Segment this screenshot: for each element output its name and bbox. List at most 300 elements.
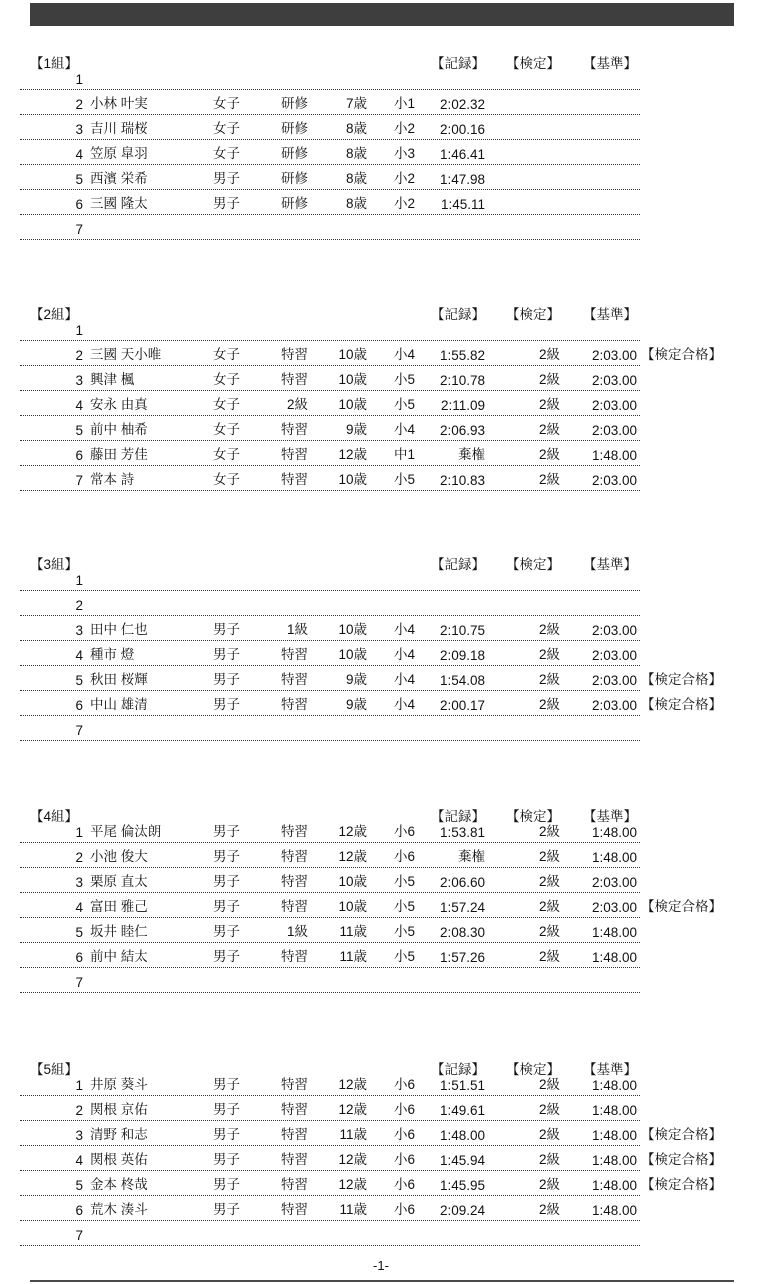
lane-row — [0, 416, 762, 441]
school-grade: 小2 — [393, 171, 415, 186]
age: 12歳 — [338, 1077, 367, 1092]
age: 12歳 — [338, 849, 367, 864]
record-time: 1:45.11 — [440, 197, 485, 212]
standard-column-header: 【基準】 — [583, 557, 637, 572]
gender: 男子 — [213, 899, 240, 914]
heat-group — [0, 1058, 762, 1260]
swimmer-name: 田中 仁也 — [90, 622, 148, 637]
lane-row — [0, 666, 762, 691]
certification-level: 2級 — [538, 647, 560, 662]
age: 10歳 — [338, 874, 367, 889]
event-title-bar — [30, 3, 734, 45]
school-grade: 小5 — [393, 924, 415, 939]
lane-number: 2 — [75, 1103, 83, 1118]
lane-row — [0, 1146, 762, 1171]
lane-number: 4 — [75, 648, 83, 663]
standard-time: 1:48.00 — [591, 925, 637, 940]
school-grade: 小6 — [393, 1152, 415, 1167]
lane-row — [0, 1121, 762, 1146]
lane-row — [0, 215, 762, 240]
lane-row — [0, 918, 762, 943]
school-grade: 小6 — [393, 1127, 415, 1142]
certification-level: 2級 — [538, 447, 560, 462]
record-time: 2:00.16 — [439, 122, 485, 137]
gender: 男子 — [213, 196, 240, 211]
certification-level: 2級 — [538, 1202, 560, 1217]
standard-time: 1:48.00 — [591, 448, 637, 463]
certification-level: 2級 — [538, 697, 560, 712]
lane-number: 1 — [75, 323, 83, 338]
group-label: 【1組】 — [30, 56, 79, 71]
class-level: 特習 — [281, 647, 308, 662]
swimmer-name: 前中 結太 — [90, 949, 148, 964]
school-grade: 小5 — [393, 899, 415, 914]
lane-row — [0, 843, 762, 868]
certification-level: 2級 — [538, 899, 560, 914]
record-time: 2:06.60 — [439, 875, 485, 890]
record-time: 2:02.32 — [439, 97, 485, 112]
swimmer-name: 小池 俊大 — [90, 849, 148, 864]
school-grade: 小6 — [393, 824, 415, 839]
standard-column-header: 【基準】 — [583, 307, 637, 322]
lane-number: 6 — [75, 197, 83, 212]
standard-time: 1:48.00 — [591, 1203, 637, 1218]
class-level: 研修 — [281, 121, 308, 136]
lane-rows — [0, 65, 762, 240]
certification-pass-label: 【検定合格】 — [641, 697, 722, 712]
record-time: 1:51.51 — [439, 1078, 485, 1093]
record-time: 棄権 — [458, 447, 485, 462]
heat-group — [0, 52, 762, 254]
lane-number: 1 — [75, 825, 83, 840]
certification-level: 2級 — [538, 924, 560, 939]
age: 10歳 — [338, 372, 367, 387]
record-time: 1:45.94 — [439, 1153, 485, 1168]
class-level: 特習 — [281, 899, 308, 914]
swimmer-name: 種市 燈 — [90, 647, 135, 662]
certification-column-header: 【検定】 — [506, 809, 560, 824]
certification-column-header: 【検定】 — [506, 307, 560, 322]
certification-pass-label: 【検定合格】 — [641, 899, 722, 914]
lane-number: 6 — [75, 950, 83, 965]
lane-rows — [0, 566, 762, 741]
record-time: 1:49.61 — [439, 1103, 485, 1118]
lane-row — [0, 165, 762, 190]
age: 10歳 — [338, 622, 367, 637]
record-column-header: 【記録】 — [431, 307, 485, 322]
swimmer-name: 坂井 睦仁 — [90, 924, 148, 939]
certification-level: 2級 — [538, 422, 560, 437]
lane-row — [0, 591, 762, 616]
class-level: 特習 — [281, 422, 308, 437]
lane-row — [0, 1096, 762, 1121]
certification-pass-label: 【検定合格】 — [641, 672, 722, 687]
lane-number: 3 — [75, 122, 83, 137]
school-grade: 小4 — [393, 622, 415, 637]
gender: 女子 — [213, 372, 240, 387]
school-grade: 中1 — [393, 447, 415, 462]
lane-number: 5 — [75, 1178, 83, 1193]
certification-level: 2級 — [538, 397, 560, 412]
record-time: 1:55.82 — [439, 348, 485, 363]
lane-number: 3 — [75, 875, 83, 890]
class-level: 特習 — [281, 472, 308, 487]
certification-level: 2級 — [538, 874, 560, 889]
gender: 女子 — [213, 422, 240, 437]
swimmer-name: 荒木 湊斗 — [90, 1202, 148, 1217]
age: 10歳 — [338, 647, 367, 662]
swimmer-name: 清野 和志 — [90, 1127, 148, 1142]
lane-row — [0, 868, 762, 893]
certification-level: 2級 — [538, 849, 560, 864]
lane-number: 5 — [75, 925, 83, 940]
swimmer-name: 金本 柊哉 — [90, 1177, 148, 1192]
record-time: 1:53.81 — [439, 825, 485, 840]
class-level: 特習 — [281, 1102, 308, 1117]
group-label: 【5組】 — [30, 1062, 79, 1077]
gender: 男子 — [213, 849, 240, 864]
certification-level: 2級 — [538, 824, 560, 839]
standard-column-header: 【基準】 — [583, 809, 637, 824]
gender: 男子 — [213, 647, 240, 662]
age: 12歳 — [338, 824, 367, 839]
record-time: 1:47.98 — [439, 172, 485, 187]
certification-level: 2級 — [538, 1177, 560, 1192]
swimmer-name: 栗原 直太 — [90, 874, 148, 889]
school-grade: 小6 — [393, 1077, 415, 1092]
standard-time: 2:03.00 — [591, 373, 637, 388]
gender: 男子 — [213, 672, 240, 687]
record-time: 2:10.75 — [439, 623, 485, 638]
swimmer-name: 井原 葵斗 — [90, 1077, 148, 1092]
gender: 男子 — [213, 697, 240, 712]
swimmer-name: 中山 雄清 — [90, 697, 148, 712]
heat-group — [0, 553, 762, 755]
lane-number: 5 — [75, 423, 83, 438]
certification-column-header: 【検定】 — [506, 1062, 560, 1077]
gender: 男子 — [213, 1202, 240, 1217]
lane-row — [0, 1071, 762, 1096]
certification-level: 2級 — [538, 1077, 560, 1092]
lane-row — [0, 140, 762, 165]
age: 11歳 — [339, 949, 367, 964]
certification-level: 2級 — [538, 472, 560, 487]
lane-number: 3 — [75, 1128, 83, 1143]
lane-number: 7 — [75, 1228, 83, 1243]
school-grade: 小6 — [393, 1177, 415, 1192]
swimmer-name: 関根 英佑 — [90, 1152, 148, 1167]
swimmer-name: 興津 楓 — [90, 372, 135, 387]
class-level: 2級 — [286, 397, 308, 412]
class-level: 1級 — [286, 622, 308, 637]
gender: 女子 — [213, 121, 240, 136]
certification-column-header: 【検定】 — [506, 56, 560, 71]
swimmer-name: 吉川 瑞桜 — [90, 121, 148, 136]
lane-rows — [0, 316, 762, 491]
gender: 男子 — [213, 171, 240, 186]
age: 11歳 — [339, 1127, 367, 1142]
school-grade: 小4 — [393, 422, 415, 437]
lane-row — [0, 943, 762, 968]
lane-number: 6 — [75, 698, 83, 713]
standard-column-header: 【基準】 — [583, 56, 637, 71]
class-level: 研修 — [281, 146, 308, 161]
lane-number: 4 — [75, 398, 83, 413]
lane-number: 3 — [75, 623, 83, 638]
record-time: 1:45.95 — [439, 1178, 485, 1193]
gender: 男子 — [213, 1102, 240, 1117]
class-level: 特習 — [281, 874, 308, 889]
gender: 男子 — [213, 924, 240, 939]
gender: 女子 — [213, 347, 240, 362]
certification-pass-label: 【検定合格】 — [641, 347, 722, 362]
lane-number: 7 — [75, 975, 83, 990]
gender: 男子 — [213, 622, 240, 637]
record-time: 2:06.93 — [439, 423, 485, 438]
standard-time: 2:03.00 — [591, 900, 637, 915]
standard-time: 2:03.00 — [591, 673, 637, 688]
certification-pass-label: 【検定合格】 — [641, 1127, 722, 1142]
lane-row — [0, 616, 762, 641]
certification-column-header: 【検定】 — [506, 557, 560, 572]
lane-number: 2 — [75, 97, 83, 112]
certification-level: 2級 — [538, 1152, 560, 1167]
school-grade: 小4 — [393, 697, 415, 712]
record-time: 1:48.00 — [439, 1128, 485, 1143]
class-level: 特習 — [281, 949, 308, 964]
swimmer-name: 西濱 栄希 — [90, 171, 148, 186]
swimmer-name: 平尾 倫汰朗 — [90, 824, 162, 839]
standard-time: 1:48.00 — [591, 1078, 637, 1093]
lane-number: 7 — [75, 222, 83, 237]
record-time: 2:11.09 — [440, 398, 485, 413]
lane-number: 4 — [75, 900, 83, 915]
school-grade: 小3 — [393, 146, 415, 161]
lane-number: 4 — [75, 147, 83, 162]
record-column-header: 【記録】 — [431, 1062, 485, 1077]
class-level: 特習 — [281, 347, 308, 362]
gender: 女子 — [213, 472, 240, 487]
record-column-header: 【記録】 — [431, 809, 485, 824]
lane-row — [0, 566, 762, 591]
age: 10歳 — [338, 899, 367, 914]
lane-row — [0, 1221, 762, 1246]
record-time: 1:57.24 — [439, 900, 485, 915]
class-level: 研修 — [281, 171, 308, 186]
standard-time: 2:03.00 — [591, 398, 637, 413]
age: 9歳 — [345, 422, 367, 437]
lane-number: 1 — [75, 1078, 83, 1093]
lane-number: 5 — [75, 673, 83, 688]
event-title: NO.1 100m個人メドレー — [52, 30, 210, 45]
school-grade: 小5 — [393, 949, 415, 964]
record-time: 2:10.78 — [439, 373, 485, 388]
age: 12歳 — [338, 1152, 367, 1167]
certification-level: 2級 — [538, 372, 560, 387]
gender: 男子 — [213, 1077, 240, 1092]
class-level: 研修 — [281, 96, 308, 111]
record-time: 棄権 — [458, 849, 485, 864]
standard-column-header: 【基準】 — [583, 1062, 637, 1077]
gender: 男子 — [213, 949, 240, 964]
lane-number: 6 — [75, 448, 83, 463]
age: 10歳 — [338, 472, 367, 487]
gender: 男子 — [213, 1177, 240, 1192]
standard-time: 2:03.00 — [591, 423, 637, 438]
gender: 女子 — [213, 447, 240, 462]
group-label: 【2組】 — [30, 307, 79, 322]
school-grade: 小5 — [393, 372, 415, 387]
class-level: 特習 — [281, 1152, 308, 1167]
class-level: 特習 — [281, 1202, 308, 1217]
group-label: 【3組】 — [30, 557, 79, 572]
lane-number: 7 — [75, 723, 83, 738]
lane-row — [0, 716, 762, 741]
class-level: 研修 — [281, 196, 308, 211]
swimmer-name: 前中 柚希 — [90, 422, 148, 437]
age: 11歳 — [339, 1202, 367, 1217]
school-grade: 小4 — [393, 347, 415, 362]
age: 12歳 — [338, 1177, 367, 1192]
lane-row — [0, 391, 762, 416]
standard-time: 2:03.00 — [591, 648, 637, 663]
lane-row — [0, 968, 762, 993]
class-level: 特習 — [281, 697, 308, 712]
record-time: 1:57.26 — [439, 950, 485, 965]
class-level: 特習 — [281, 1127, 308, 1142]
swimmer-name: 常本 詩 — [90, 472, 135, 487]
standard-time: 2:03.00 — [591, 348, 637, 363]
lane-row — [0, 316, 762, 341]
school-grade: 小4 — [393, 647, 415, 662]
certification-pass-label: 【検定合格】 — [641, 1177, 722, 1192]
swimmer-name: 笠原 皐羽 — [90, 146, 148, 161]
bottom-rule — [30, 1280, 734, 1282]
certification-level: 2級 — [538, 347, 560, 362]
lane-number: 1 — [75, 72, 83, 87]
certification-level: 2級 — [538, 949, 560, 964]
school-grade: 小2 — [393, 121, 415, 136]
gender: 女子 — [213, 146, 240, 161]
school-grade: 小6 — [393, 849, 415, 864]
swimmer-name: 藤田 芳佳 — [90, 447, 148, 462]
age: 12歳 — [338, 1102, 367, 1117]
class-level: 特習 — [281, 447, 308, 462]
school-grade: 小2 — [393, 196, 415, 211]
age: 8歳 — [345, 121, 367, 136]
age: 7歳 — [345, 96, 367, 111]
age: 11歳 — [339, 924, 367, 939]
standard-time: 1:48.00 — [591, 950, 637, 965]
lane-row — [0, 818, 762, 843]
gender: 男子 — [213, 824, 240, 839]
lane-row — [0, 341, 762, 366]
page-number: -1- — [373, 1258, 389, 1273]
standard-time: 2:03.00 — [591, 698, 637, 713]
standard-time: 1:48.00 — [591, 850, 637, 865]
standard-time: 1:48.00 — [591, 1103, 637, 1118]
lane-row — [0, 65, 762, 90]
standard-time: 1:48.00 — [591, 1128, 637, 1143]
age: 8歳 — [345, 171, 367, 186]
lane-number: 4 — [75, 1153, 83, 1168]
standard-time: 2:03.00 — [591, 623, 637, 638]
swimmer-name: 小林 叶実 — [90, 96, 148, 111]
record-time: 1:46.41 — [439, 147, 485, 162]
school-grade: 小1 — [393, 96, 415, 111]
age: 10歳 — [338, 397, 367, 412]
school-grade: 小5 — [393, 472, 415, 487]
heat-group — [0, 303, 762, 505]
group-label: 【4組】 — [30, 809, 79, 824]
record-time: 1:54.08 — [439, 673, 485, 688]
gender: 男子 — [213, 874, 240, 889]
lane-row — [0, 691, 762, 716]
lane-number: 1 — [75, 573, 83, 588]
lane-row — [0, 190, 762, 215]
record-time: 2:10.83 — [439, 473, 485, 488]
class-level: 1級 — [286, 924, 308, 939]
lane-number: 3 — [75, 373, 83, 388]
heat-group — [0, 805, 762, 1007]
lane-number: 2 — [75, 348, 83, 363]
swimmer-name: 関根 京佑 — [90, 1102, 148, 1117]
age: 9歳 — [345, 672, 367, 687]
record-time: 2:00.17 — [439, 698, 485, 713]
standard-time: 2:03.00 — [591, 473, 637, 488]
gender: 女子 — [213, 397, 240, 412]
age: 12歳 — [338, 447, 367, 462]
swimmer-name: 三國 天小唯 — [90, 347, 162, 362]
lane-number: 7 — [75, 473, 83, 488]
certification-level: 2級 — [538, 1127, 560, 1142]
age: 8歳 — [345, 196, 367, 211]
record-time: 2:08.30 — [439, 925, 485, 940]
class-level: 特習 — [281, 1077, 308, 1092]
standard-time: 1:48.00 — [591, 1178, 637, 1193]
age: 9歳 — [345, 697, 367, 712]
lane-row — [0, 366, 762, 391]
class-level: 特習 — [281, 672, 308, 687]
class-level: 特習 — [281, 849, 308, 864]
swimmer-name: 三國 隆太 — [90, 196, 148, 211]
swimmer-name: 富田 雅己 — [90, 899, 148, 914]
lane-row — [0, 441, 762, 466]
lane-row — [0, 1196, 762, 1221]
class-level: 特習 — [281, 1177, 308, 1192]
school-grade: 小6 — [393, 1102, 415, 1117]
standard-time: 1:48.00 — [591, 1153, 637, 1168]
lane-number: 2 — [75, 598, 83, 613]
lane-number: 2 — [75, 850, 83, 865]
record-time: 2:09.24 — [439, 1203, 485, 1218]
gender: 男子 — [213, 1127, 240, 1142]
lane-number: 5 — [75, 172, 83, 187]
lane-row — [0, 466, 762, 491]
standard-time: 2:03.00 — [591, 875, 637, 890]
certification-level: 2級 — [538, 1102, 560, 1117]
class-level: 特習 — [281, 372, 308, 387]
age: 8歳 — [345, 146, 367, 161]
lane-rows — [0, 1071, 762, 1246]
school-grade: 小5 — [393, 397, 415, 412]
age: 10歳 — [338, 347, 367, 362]
record-column-header: 【記録】 — [431, 557, 485, 572]
record-column-header: 【記録】 — [431, 56, 485, 71]
gender: 男子 — [213, 1152, 240, 1167]
lane-rows — [0, 818, 762, 993]
certification-pass-label: 【検定合格】 — [641, 1152, 722, 1167]
